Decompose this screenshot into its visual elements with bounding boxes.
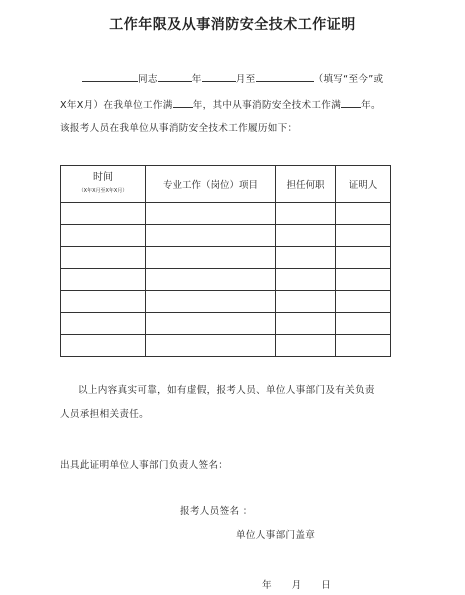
table-row (61, 225, 391, 247)
fire-work-years-blank[interactable] (341, 97, 361, 108)
candidate-signature-label: 报考人员签名 ： (180, 506, 253, 517)
cell-certifier[interactable] (336, 225, 391, 247)
comrade-label: 同志 (138, 74, 158, 85)
date-line (262, 577, 331, 591)
years-label-middle: 年，其中从事消防安全技术工作满 (192, 100, 342, 111)
cell-time[interactable] (61, 203, 146, 225)
cell-post[interactable] (276, 247, 336, 269)
date-month: 月 (291, 580, 302, 591)
cell-certifier[interactable] (336, 291, 391, 313)
years-line (60, 97, 381, 111)
cell-time[interactable] (61, 225, 146, 247)
cell-project[interactable] (146, 225, 276, 247)
name-date-line (82, 71, 383, 85)
header-time-note: （X年X月至X年X月） (78, 188, 128, 194)
cell-post[interactable] (276, 291, 336, 313)
date-day: 日 (321, 580, 331, 591)
start-month-blank[interactable] (202, 71, 236, 82)
cell-project[interactable] (146, 269, 276, 291)
table-row (61, 203, 391, 225)
cell-project[interactable] (146, 291, 276, 313)
cell-post[interactable] (276, 203, 336, 225)
statement-line-2: 人员承担相关责任。 (60, 409, 150, 420)
header-post: 担任何职 (276, 166, 336, 203)
name-blank[interactable] (82, 71, 138, 82)
cell-certifier[interactable] (336, 247, 391, 269)
cell-post[interactable] (276, 225, 336, 247)
cell-time[interactable] (61, 291, 146, 313)
year-label: 年 (191, 74, 202, 85)
cell-project[interactable] (146, 247, 276, 269)
cell-time[interactable] (61, 269, 146, 291)
unit-seal-label: 单位人事部门盖章 (236, 530, 316, 541)
statement-line-1: 以上内容真实可靠，如有虚假，报考人员、单位人事部门及有关负责 (78, 385, 375, 396)
cell-certifier[interactable] (336, 313, 391, 335)
month-to-label: 月至 (235, 74, 256, 85)
page-title: 工作年限及从事消防安全技术工作证明 (109, 17, 356, 33)
end-date-blank[interactable] (256, 71, 314, 82)
header-certifier: 证明人 (336, 166, 391, 203)
start-year-blank[interactable] (158, 71, 192, 82)
header-project: 专业工作（岗位）项目 (146, 166, 276, 203)
years-label-end: 年。 (361, 100, 381, 111)
header-time (61, 166, 146, 203)
table-row (61, 335, 391, 357)
work-years-blank[interactable] (173, 97, 193, 108)
cell-project[interactable] (146, 335, 276, 357)
cell-time[interactable] (61, 247, 146, 269)
cell-post[interactable] (276, 269, 336, 291)
years-label-start: X年X月）在我单位工作满 (60, 100, 173, 111)
table-header-row (61, 166, 391, 203)
table-row (61, 269, 391, 291)
cell-certifier[interactable] (336, 203, 391, 225)
table-row (61, 291, 391, 313)
cell-project[interactable] (146, 203, 276, 225)
table-row (61, 313, 391, 335)
fill-note-label: （填写“至今”或 (313, 74, 384, 85)
work-history-table (60, 165, 391, 357)
cell-project[interactable] (146, 313, 276, 335)
cell-post[interactable] (276, 313, 336, 335)
cell-time[interactable] (61, 313, 146, 335)
hr-head-signature-line: 出具此证明单位人事部门负责人签名： (60, 460, 229, 471)
cell-time[interactable] (61, 335, 146, 357)
history-intro: 该报考人员在我单位从事消防安全技术工作履历如下： (60, 123, 298, 134)
date-year: 年 (262, 580, 272, 591)
cell-certifier[interactable] (336, 269, 391, 291)
cell-post[interactable] (276, 335, 336, 357)
table-row (61, 247, 391, 269)
header-time-label: 时间 (93, 172, 113, 183)
cell-certifier[interactable] (336, 335, 391, 357)
